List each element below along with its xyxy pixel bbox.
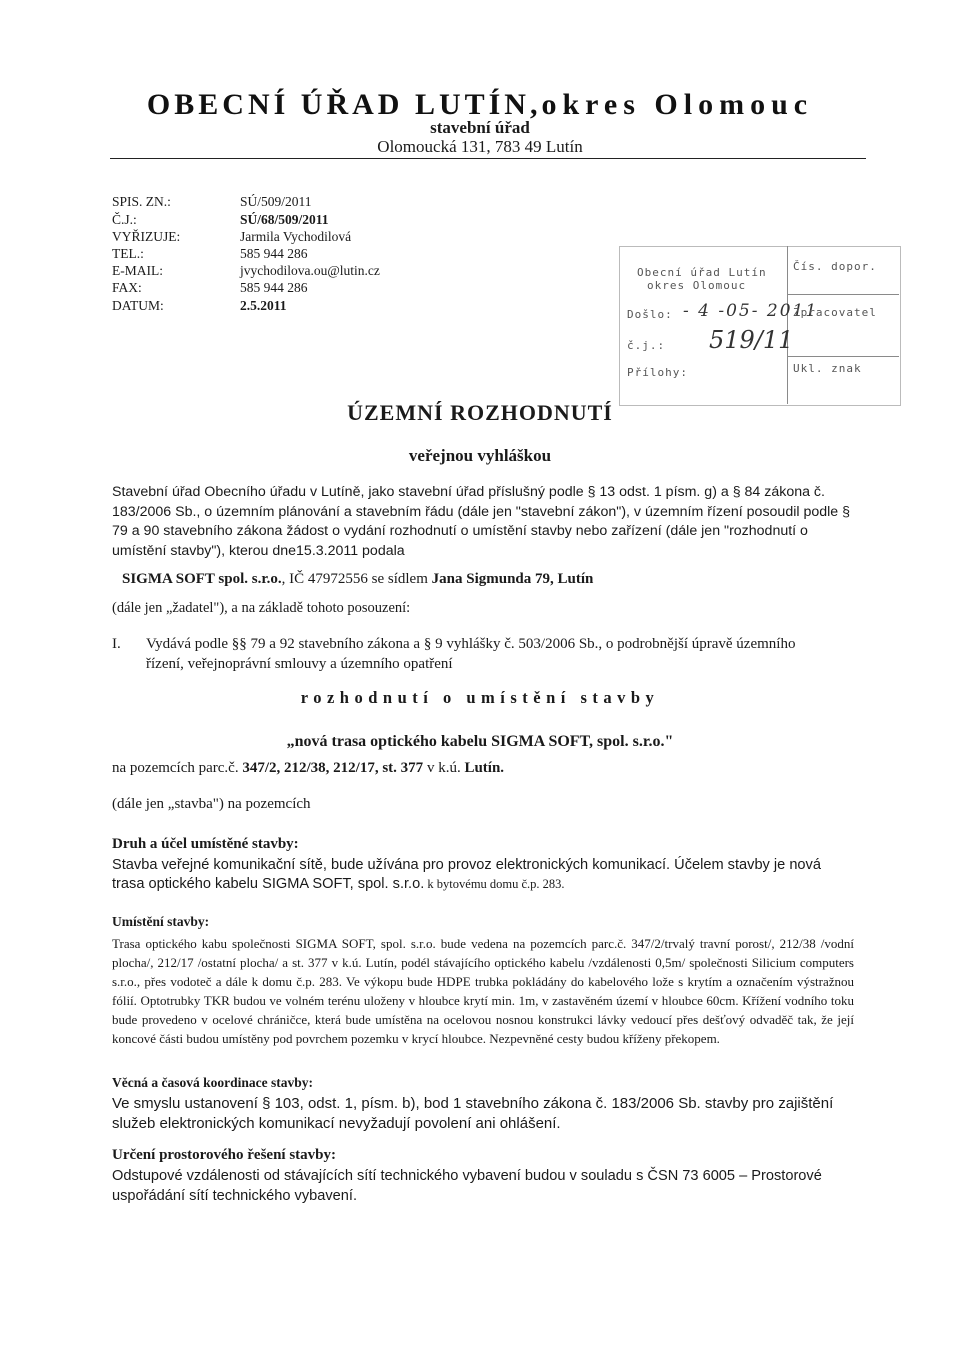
section-text-koordinace: Ve smyslu ustanovení § 103, odst. 1, písm. b), bod 1 stavebního zákona č. 183/2006 Sb. stavby pro zajištění služeb elektronických komunikací nevyžadují povolení ani ohlášení. — [112, 1095, 834, 1132]
decision-number: I. — [112, 636, 121, 652]
ref-label-tel: TEL.: — [112, 246, 144, 261]
decision-text-line1: Vydává podle §§ 79 a 92 stavebního zákona a § 9 vyhlášky č. 503/2006 Sb., o podrobnější úpravě územního — [146, 636, 796, 652]
office-department: stavební úřad — [430, 118, 530, 137]
stamp-mark-label: Ukl. znak — [793, 362, 862, 375]
ref-value-spis: SÚ/509/2011 — [240, 194, 312, 209]
section-heading-druh: Druh a účel umístěné stavby: — [112, 836, 299, 852]
stamp-number-label: Čís. dopor. — [793, 260, 877, 273]
ref-label-fax: FAX: — [112, 280, 142, 295]
header-divider — [110, 158, 866, 159]
intro-paragraph: Stavební úřad Obecního úřadu v Lutíně, jako stavební úřad příslušný podle § 13 odst. 1 písm. g) a § 84 zákona č. 183/2006 Sb., o územním plánování a stavebním řádu (dále jen "stavební zákon"), v územním řízení posoudil podle § 79 a 90 stavebního zákona žádost o vydání rozhodnutí o umístění stavby nebo zařízení (dále jen "rozhodnutí o umístění stavby"), kterou dne15.3.2011 podala — [112, 484, 851, 559]
decision-heading: rozhodnutí o umístění stavby — [300, 688, 660, 707]
ref-label-spis: SPIS. ZN.: — [112, 194, 171, 209]
stamp-received-label: Došlo: — [627, 308, 673, 321]
stamp-processor-label: Zpracovatel — [793, 306, 877, 319]
applicant-line — [122, 571, 593, 588]
ref-value-cj: SÚ/68/509/2011 — [240, 212, 329, 227]
ref-label-email: E-MAIL: — [112, 263, 163, 278]
applicant-note: (dále jen „žadatel"), a na základě tohoto posouzení: — [112, 600, 411, 616]
section-heading-koordinace: Věcná a časová koordinace stavby: — [112, 1075, 313, 1090]
stamp-received-date: - 4 -05- 2011 — [683, 301, 819, 321]
office-name-main: OBECNÍ ÚŘAD LUTÍN, — [146, 88, 542, 121]
ref-label-cj: Č.J.: — [112, 212, 137, 227]
parcels-values: 347/2, 212/38, 212/17, st. 377 — [242, 760, 424, 776]
section-text-umisteni: Trasa optického kabu společnosti SIGMA SOFT, spol. s.r.o. bude vedena na pozemcích parc.č. 347/2/trvalý travní porost/, 212/38 /vodní plocha/, 212/17 /ostatní plocha/ a st. 377 v k.ú. Lutín, podél stávajícího optického kabelu /vzdálenosti 0,5m/ společnosti Silicium computers s.r.o., přes vodoteč a dále k domu č.p. 283. Ve výkopu bude HDPE trubka pokládány do kabelového lože s krytím a označením výstražnou fólií. Optotrubky TKR budou ve volném terénu uloženy v hloubce krytí min. 1m, v zastavěném území v hloubce 60cm. Křížení vodního toku bude provedeno v ocelové chráničce, která bude umístěna na ocelovou nosnou konstrukci lávky vedoucí přes dešťový odvaděč tak, že její koncové části budou umístěny pod povrchem pozemku v krycí hloubce. Nezpevněné cesty budou kříženy překopem. — [112, 936, 854, 1046]
document-subtitle: veřejnou vyhláškou — [408, 446, 552, 465]
ref-value-email: jvychodilova.ou@lutin.cz — [240, 263, 380, 278]
section-text-druh-tail: k bytovému domu č.p. 283. — [424, 877, 565, 891]
stamp-attachments-label: Přílohy: — [627, 366, 688, 379]
ref-value-datum: 2.5.2011 — [240, 298, 287, 313]
stamp-office-line1: Obecní úřad Lutín — [637, 266, 767, 279]
parcels-line — [112, 760, 504, 777]
stamp-cj-label: č.j.: — [627, 339, 666, 352]
receipt-stamp — [619, 246, 900, 406]
document-title: ÚZEMNÍ ROZHODNUTÍ — [347, 400, 613, 425]
ref-value-fax: 585 944 286 — [240, 280, 308, 295]
stamp-office-line2: okres Olomouc — [647, 279, 747, 292]
applicant-seat: Jana Sigmunda 79, Lutín — [431, 571, 594, 587]
ref-label-vyrizuje: VYŘIZUJE: — [112, 229, 181, 244]
office-name — [0, 88, 960, 122]
construction-name: „nová trasa optického kabelu SIGMA SOFT, spol. s.r.o." — [286, 733, 674, 750]
parcels-middle: v k.ú. — [423, 760, 465, 776]
ref-value-tel: 585 944 286 — [240, 246, 308, 261]
office-address: Olomoucká 131, 783 49 Lutín — [377, 137, 583, 156]
section-text-druh — [112, 856, 854, 894]
office-name-district: okres Olomouc — [541, 88, 814, 121]
stamp-cj-handwritten: 519/11 — [709, 326, 794, 354]
parcels-prefix: na pozemcích parc.č. — [112, 760, 243, 776]
section-heading-prostorove: Určení prostorového řešení stavby: — [112, 1147, 337, 1163]
section-heading-umisteni: Umístění stavby: — [112, 914, 210, 929]
construction-note: (dále jen „stavba") na pozemcích — [112, 796, 311, 812]
decision-text-line2: řízení, veřejnoprávní smlouvy a územního opatření — [146, 656, 453, 672]
ref-value-vyrizuje: Jarmila Vychodilová — [240, 229, 352, 244]
parcels-area: Lutín. — [464, 760, 505, 776]
section-text-druh-main: Stavba veřejné komunikační sítě, bude užívána pro provoz elektronických komunikací. Účelem stavby je nová trasa optického kabelu SIGMA SOFT, spol. s.r.o. — [112, 857, 821, 892]
decision-item — [112, 634, 852, 674]
applicant-ico: , IČ 47972556 se sídlem — [281, 571, 432, 587]
section-text-prostorove: Odstupové vzdálenosti od stávajících sítí technického vybavení budou v souladu s ČSN 73 6005 – Prostorové uspořádání sítí technického vybavení. — [112, 1168, 822, 1204]
applicant-name: SIGMA SOFT spol. s.r.o. — [122, 571, 282, 587]
ref-label-datum: DATUM: — [112, 298, 164, 313]
